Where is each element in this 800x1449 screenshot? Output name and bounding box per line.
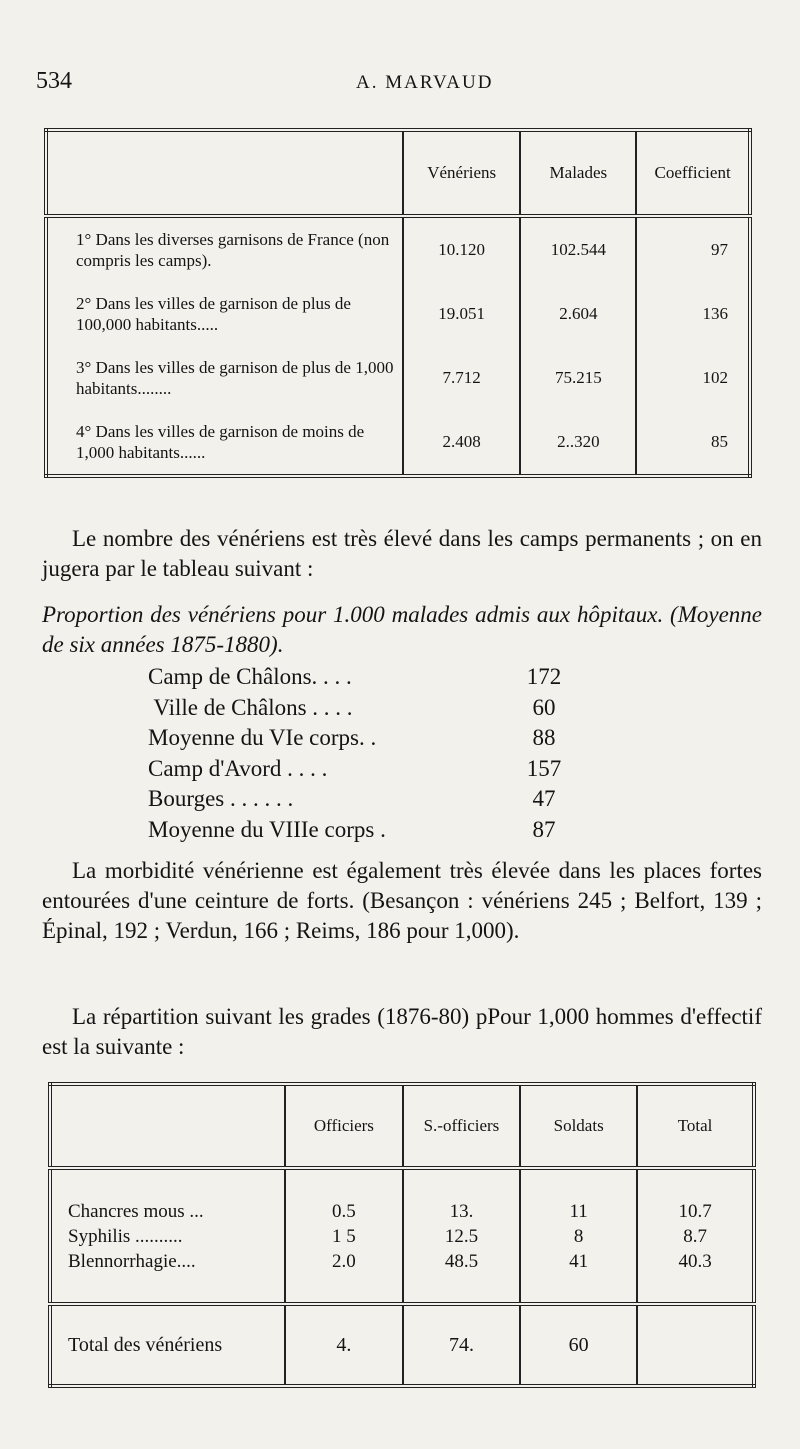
table-row [46, 410, 750, 476]
table-row [46, 346, 750, 410]
camp-name: Moyenne du VIe corps. . [148, 725, 377, 750]
col-header-officiers: Officiers [285, 1084, 403, 1168]
camp-value: 157 [526, 755, 562, 781]
total-soldats: 60 [520, 1304, 637, 1386]
paragraph-camps: Le nombre des vénériens est très élevé dans les camps permanents ; on en jugera par le tableau suivant : [42, 526, 762, 581]
camp-value: 87 [532, 816, 556, 842]
cell-veneriens: 2.408 [403, 410, 521, 476]
row-label: Chancres mous ... [68, 1200, 204, 1222]
table-body-row [50, 1168, 754, 1304]
table-caption: Proportion des vénériens pour 1.000 malades admis aux hôpitaux. (Moyenne de six années 1875-1880). [42, 602, 762, 657]
row-label: 2° Dans les villes de garnison de plus de 100,000 habitants..... [76, 294, 351, 334]
cell-officiers: 2.0 [332, 1250, 356, 1272]
cell-coefficient: 97 [636, 216, 750, 282]
cell-total: 8.7 [683, 1225, 707, 1247]
table-header-row [50, 1084, 754, 1168]
list-item [148, 725, 608, 756]
cell-veneriens: 7.712 [403, 346, 521, 410]
cell-total: 40.3 [678, 1250, 712, 1272]
row-label: Blennorrhagie.... [68, 1250, 196, 1272]
table-row [46, 282, 750, 346]
cell-soldats: 8 [573, 1225, 584, 1247]
row-label: 3° Dans les villes de garnison de plus de 1,000 habitants........ [76, 358, 394, 398]
cell-sous-officiers: 12.5 [444, 1225, 479, 1247]
camp-value: 172 [526, 664, 562, 689]
paragraph-grades: La répartition suivant les grades (1876-80) pPour 1,000 hommes d'effectif est la suivante : [42, 1004, 762, 1059]
camp-list [148, 664, 608, 847]
cell-soldats: 11 [569, 1200, 588, 1222]
cell-coefficient: 102 [636, 346, 750, 410]
paragraph-places-fortes: La morbidité vénérienne est également très élevée dans les places fortes entourées d'une ceinture de forts. (Besançon : vénériens 245 ; Belfort, 139 ; Épinal, 192 ; Verdun, 166 ; Reims, 186 pour 1,000). [42, 858, 762, 943]
cell-total: 10.7 [678, 1200, 712, 1222]
running-header [36, 68, 776, 98]
cell-officiers: 1 5 [332, 1225, 356, 1247]
camp-name: Moyenne du VIIIe corps . [148, 816, 386, 842]
col-header-coefficient: Coefficient [636, 130, 750, 216]
row-labels [50, 1168, 285, 1304]
camp-value: 60 [532, 694, 556, 720]
total-total [637, 1304, 754, 1386]
cell-coefficient: 136 [636, 282, 750, 346]
camp-value: 47 [532, 786, 556, 811]
camp-value: 88 [532, 725, 556, 750]
list-item [148, 756, 608, 787]
running-title: A. MARVAUD [356, 72, 494, 93]
cell-veneriens: 10.120 [403, 216, 521, 282]
cell-malades: 75.215 [520, 346, 636, 410]
total-column [637, 1168, 754, 1304]
table-row [46, 216, 750, 282]
col-header-sous-officiers: S.-officiers [403, 1084, 520, 1168]
total-row [50, 1304, 754, 1386]
list-item [148, 695, 608, 726]
cell-malades: 2..320 [520, 410, 636, 476]
page-number: 534 [36, 68, 72, 94]
officiers-column [285, 1168, 403, 1304]
cell-malades: 2.604 [520, 282, 636, 346]
cell-veneriens: 19.051 [403, 282, 521, 346]
list-item [148, 786, 608, 817]
table-header-empty [50, 1084, 285, 1168]
col-header-soldats: Soldats [520, 1084, 637, 1168]
grades-table [48, 1082, 756, 1388]
col-header-veneriens: Vénériens [403, 130, 521, 216]
table-header-row [46, 130, 750, 216]
total-label: Total des vénériens [50, 1304, 285, 1386]
total-sous-officiers: 74. [403, 1304, 520, 1386]
cell-malades: 102.544 [520, 216, 636, 282]
garrison-table [44, 128, 752, 478]
cell-soldats: 41 [569, 1250, 589, 1272]
cell-officiers: 0.5 [332, 1200, 356, 1222]
table-header-empty [46, 130, 403, 216]
row-label: Syphilis .......... [68, 1225, 183, 1247]
col-header-total: Total [637, 1084, 754, 1168]
camp-name: Camp de Châlons. . . . [148, 664, 352, 689]
col-header-malades: Malades [520, 130, 636, 216]
row-label: 4° Dans les villes de garnison de moins de 1,000 habitants...... [76, 422, 365, 462]
total-officiers: 4. [285, 1304, 403, 1386]
cell-sous-officiers: 48.5 [444, 1250, 479, 1272]
camp-name: Camp d'Avord . . . . [148, 755, 328, 781]
cell-coefficient: 85 [636, 410, 750, 476]
camp-name: Ville de Châlons . . . . [148, 694, 353, 720]
soldats-column [520, 1168, 637, 1304]
camp-name: Bourges . . . . . . [148, 786, 294, 811]
row-label: 1° Dans les diverses garnisons de France (non compris les camps). [76, 230, 390, 270]
list-item [148, 664, 608, 695]
sous-officiers-column [403, 1168, 520, 1304]
cell-sous-officiers: 13. [449, 1200, 474, 1222]
list-item [148, 817, 608, 848]
